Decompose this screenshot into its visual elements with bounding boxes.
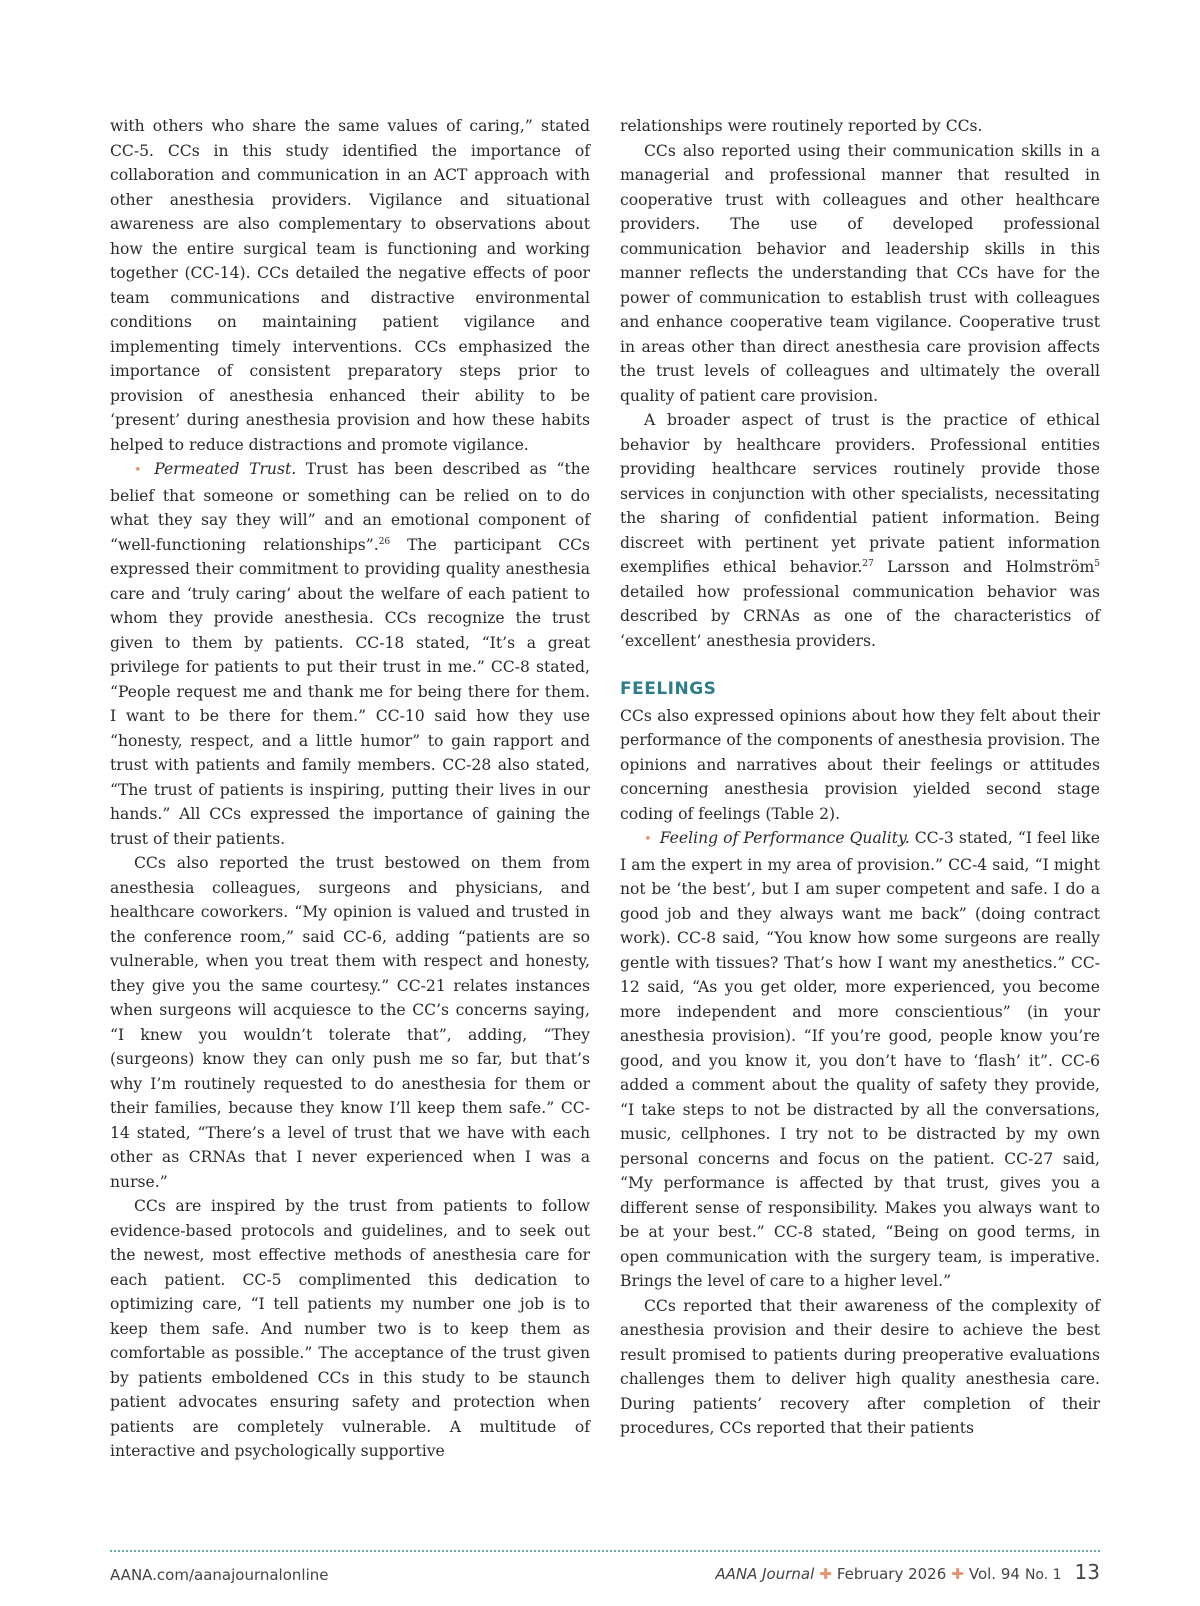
page-footer xyxy=(110,1560,1100,1590)
paragraph: CCs also reported the trust bestowed on them from anesthesia colleagues, surgeons and physicians, and healthcare coworkers. “My opinion is valued and trusted in the conference room,” said CC-6, adding “patients are so vulnerable, when you treat them with respect and honesty, they give you the same courtesy.” CC-21 relates instances when surgeons will acquiesce to the CC’s concerns saying, “I knew you wouldn’t tolerate that”, adding, “They (surgeons) know they can only push me so far, but that’s why I’m routinely requested to do anesthesia for them or their families, because they know I’ll keep them safe.” CC-14 stated, “There’s a level of trust that we have with each other as CRNAs that I never experienced when I was a nurse.” xyxy=(110,854,590,1191)
paragraph-text: detailed how professional communication behavior was described by CRNAs as one of the characteristics of ‘excellent’ anesthesia providers. xyxy=(620,582,1100,650)
paragraph-text: CC-3 stated, “I feel like I am the expert in my area of provision.” CC-4 said, “I might not be ‘the best’, but I am super competent and safe. I do a good job and they always want me back” (doing contract work). CC-8 said, “You know how some surgeons are really gentle with tissues? That’s how I want my anesthetics.” CC-12 said, “As you get older, more experienced, you become more independent and more conscientious” (in your anesthesia provision). “If you’re good, people know you’re good, and you know it, you don’t have to ‘flash’ it”. CC-6 added a comment about the quality of safety they provide, “I take steps to not be distracted by all the conversations, music, cellphones. I try not to be distracted by my own personal concerns and focus on the patient. CC-27 said, “My performance is affected by that trust, gives you a different sense of responsibility. Makes you always want to be at your best.” CC-8 stated, “Being on good terms, in open communication with the surgery team, is imperative. Brings the level of care to a higher level.” xyxy=(620,829,1100,1290)
issue-date: February 2026 xyxy=(836,1565,947,1583)
paragraph: CCs also reported using their communication skills in a managerial and professional manner that resulted in cooperative trust with colleagues and other healthcare providers. The use of developed professional communication behavior and leadership skills in this manner reflects the understanding that CCs have for the power of communication to establish trust with colleagues and enhance cooperative team vigilance. Cooperative trust in areas other than direct anesthesia care provision affects the trust levels of colleagues and ultimately the overall quality of patient care provision. xyxy=(620,141,1100,405)
footer-divider xyxy=(110,1550,1100,1552)
left-column xyxy=(110,114,590,1464)
footer-citation xyxy=(715,1560,1100,1584)
paragraph-performance-quality xyxy=(620,826,1100,1294)
volume: Vol. 94 xyxy=(968,1565,1020,1583)
paragraph: CCs also expressed opinions about how they felt about their performance of the components of anesthesia provision. The opinions and narratives about their feelings or attitudes concerning anesthesia provision yielded second stage coding of feelings (Table 2). xyxy=(620,706,1100,823)
journal-name: AANA Journal xyxy=(715,1565,815,1583)
run-in-heading: Permeated Trust. xyxy=(154,460,297,478)
plus-separator-icon: ✚ xyxy=(951,1565,964,1583)
plus-separator-icon: ✚ xyxy=(819,1565,832,1583)
paragraph: CCs are inspired by the trust from patients to follow evidence-based protocols and guidelines, and to seek out the newest, most effective methods of anesthesia care for each patient. CC-5 complimented this dedication to optimizing care, “I tell patients my number one job is to keep them safe. And number two is to keep them as comfortable as possible.” The acceptance of the trust given by patients emboldened CCs in this study to be staunch patient advocates ensuring safety and protection when patients are completely vulnerable. A multitude of interactive and psychologically supportive xyxy=(110,1197,590,1460)
paragraph: with others who share the same values of caring,” stated CC-5. CCs in this study identified the importance of collaboration and communication in an ACT approach with other anesthesia providers. Vigilance and situational awareness are also complementary to observations about how the entire surgical team is functioning and working together (CC-14). CCs detailed the negative effects of poor team communications and distractive environmental conditions on maintaining patient vigilance and implementing timely interventions. CCs emphasized the importance of consistent preparatory steps prior to provision of anesthesia enhanced their ability to be ‘present’ during anesthesia provision and how these habits helped to reduce distractions and promote vigilance. xyxy=(110,117,590,454)
right-column xyxy=(620,114,1100,1441)
paragraph: CCs reported that their awareness of the complexity of anesthesia provision and their desire to achieve the best result promised to patients during preoperative evaluations challenges them to deliver high quality anesthesia care. During patients’ recovery after completion of their procedures, CCs reported that their patients xyxy=(620,1296,1100,1437)
reference-superscript: 27 xyxy=(862,558,874,569)
bullet-icon: • xyxy=(644,832,652,847)
reference-superscript: 5 xyxy=(1094,558,1101,569)
paragraph-text: Larsson and Holmström xyxy=(887,558,1095,576)
reference-superscript: 26 xyxy=(378,536,391,547)
run-in-heading: Feeling of Performance Quality. xyxy=(659,829,910,847)
page-number: 13 xyxy=(1074,1560,1100,1584)
issue-number: No. 1 xyxy=(1024,1567,1062,1583)
paragraph-permeated-trust xyxy=(110,457,590,851)
paragraph-text: A broader aspect of trust is the practice of ethical behavior by healthcare providers. Professional entities providing healthcare services routinely provide those services in conjunction with other specialists, necessitating the sharing of confidential patient information. Being discreet with pertinent yet private patient information exemplifies ethical behavior. xyxy=(620,411,1100,576)
bullet-icon: • xyxy=(134,463,142,478)
journal-url-link[interactable]: AANA.com/aanajournalonline xyxy=(110,1566,329,1584)
section-heading: FEELINGS xyxy=(620,679,717,699)
paragraph: relationships were routinely reported by CCs. xyxy=(620,117,983,135)
paragraph-text: Trust has been described as “the belief that someone or something can be relied on to do what they say they will” and an emotional component of “well-functioning relationships”. xyxy=(110,460,590,554)
paragraph xyxy=(620,408,1100,653)
paragraph-text: The participant CCs expressed their commitment to providing quality anesthesia care and ‘truly caring’ about the welfare of each patient to whom they provide anesthesia. CCs recognize the trust given to them by patients. CC-18 stated, “It’s a great privilege for patients to put their trust in me.” CC-8 stated, “People request me and thank me for being there for them. I want to be there for them.” CC-10 said how they use “honesty, respect, and a little humor” to gain rapport and trust with patients and family members. CC-28 also stated, “The trust of patients is inspiring, putting their lives in our hands.” All CCs expressed the importance of gaining the trust of their patients. xyxy=(110,535,590,848)
